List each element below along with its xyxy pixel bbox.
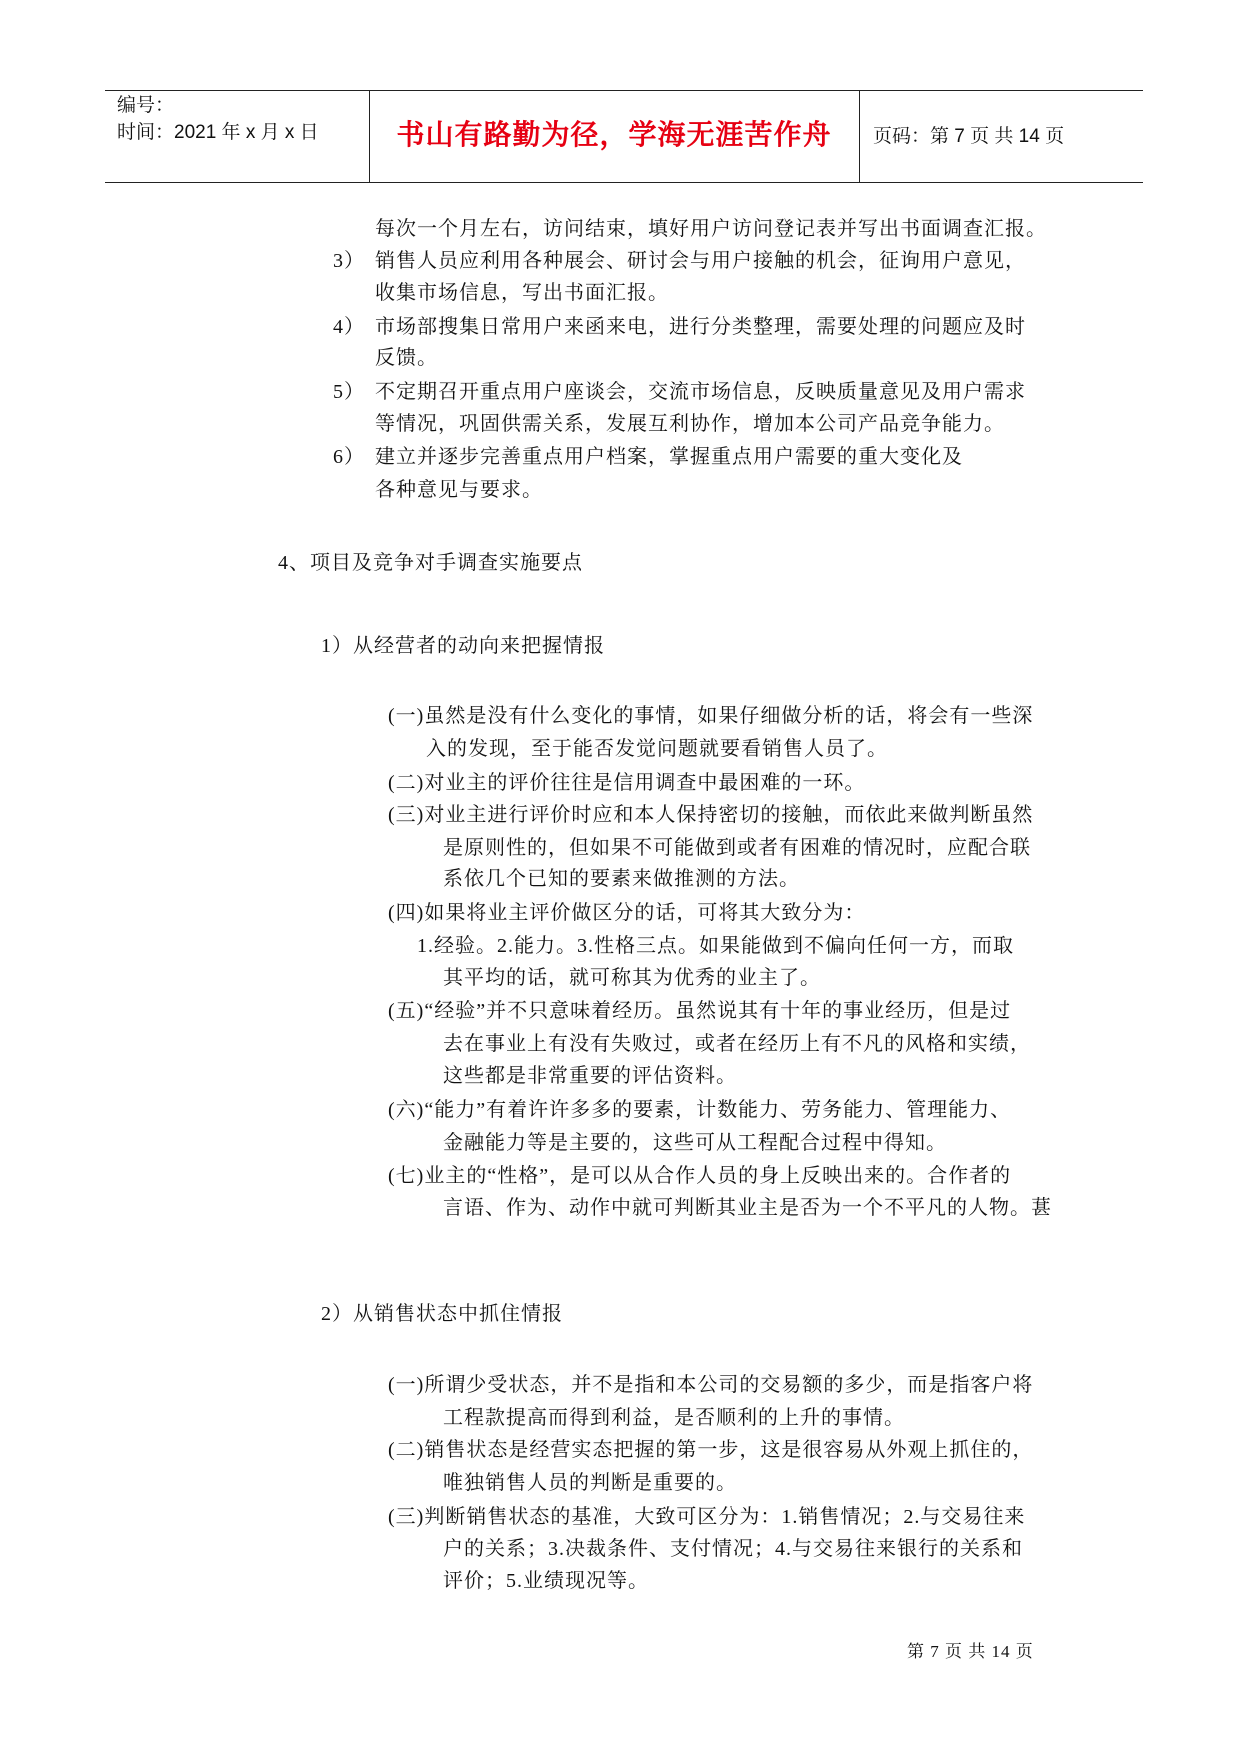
document-time-label: 时间：2021 年 x 月 x 日: [117, 122, 319, 143]
point-line: (三)判断销售状态的基准，大致可区分为：1.销售情况；2.与交易往来: [388, 1506, 1026, 1528]
point-line: 言语、作为、动作中就可判断其业主是否为一个不平凡的人物。葚: [443, 1197, 1052, 1219]
subsection-heading: 1）从经营者的动向来把握情报: [321, 635, 605, 657]
point-line: 工程款提高而得到利益，是否顺利的上升的事情。: [443, 1407, 905, 1429]
list-item-line: 等情况，巩固供需关系，发展互利协作，增加本公司产品竞争能力。: [375, 413, 1005, 435]
point-line: 这些都是非常重要的评估资料。: [443, 1065, 737, 1087]
header-page-label: 页码：第 7 页 共 14 页: [873, 126, 1065, 147]
point-line: 去在事业上有没有失败过，或者在经历上有不凡的风格和实绩，: [443, 1033, 1031, 1055]
point-line: (二)销售状态是经营实态把握的第一步，这是很容易从外观上抓住的，: [388, 1439, 1034, 1461]
list-item-number: 4）: [333, 316, 365, 338]
header-motto: 书山有路勤为径，学海无涯苦作舟: [396, 120, 832, 151]
point-line: (六)“能力”有着许许多多的要素，计数能力、劳务能力、管理能力、: [388, 1099, 1012, 1121]
point-line: (四)如果将业主评价做区分的话，可将其大致分为：: [388, 902, 866, 924]
point-line: (三)对业主进行评价时应和本人保持密切的接触，而依此来做判断虽然: [388, 804, 1034, 826]
header-divider-right: [859, 90, 860, 183]
list-item-line: 各种意见与要求。: [375, 479, 543, 501]
paragraph-continuation: 每次一个月左右，访问结束，填好用户访问登记表并写出书面调查汇报。: [375, 218, 1047, 240]
point-line: 金融能力等是主要的，这些可从工程配合过程中得知。: [443, 1132, 947, 1154]
page-footer-number: 第 7 页 共 14 页: [907, 1642, 1034, 1661]
point-line: (七)业主的“性格”，是可以从合作人员的身上反映出来的。合作者的: [388, 1165, 1012, 1187]
point-line: 是原则性的，但如果不可能做到或者有困难的情况时，应配合联: [443, 837, 1031, 859]
header-bottom-rule: [105, 182, 1143, 183]
list-item-line: 销售人员应利用各种展会、研讨会与用户接触的机会，征询用户意见，: [375, 250, 1026, 272]
point-line: (二)对业主的评价往往是信用调查中最困难的一环。: [388, 772, 866, 794]
subsection-heading: 2）从销售状态中抓住情报: [321, 1303, 563, 1325]
list-item-number: 6）: [333, 446, 365, 468]
point-line: 唯独销售人员的判断是重要的。: [443, 1472, 737, 1494]
point-line: 入的发现，至于能否发觉问题就要看销售人员了。: [426, 738, 888, 760]
point-line: 户的关系；3.决裁条件、支付情况；4.与交易往来银行的关系和: [443, 1538, 1023, 1560]
point-line: 系依几个已知的要素来做推测的方法。: [443, 868, 800, 890]
document-number-label: 编号：: [117, 95, 175, 116]
point-line: 1.经验。2.能力。3.性格三点。如果能做到不偏向任何一方，而取: [417, 935, 1014, 957]
list-item-line: 不定期召开重点用户座谈会，交流市场信息，反映质量意见及用户需求: [375, 381, 1026, 403]
point-line: (一)所谓少受状态，并不是指和本公司的交易额的多少，而是指客户将: [388, 1374, 1034, 1396]
list-item-line: 市场部搜集日常用户来函来电，进行分类整理，需要处理的问题应及时: [375, 316, 1026, 338]
list-item-number: 5）: [333, 381, 365, 403]
point-line: 评价；5.业绩现况等。: [443, 1570, 649, 1592]
list-item-line: 建立并逐步完善重点用户档案，掌握重点用户需要的重大变化及: [375, 446, 963, 468]
list-item-number: 3）: [333, 250, 365, 272]
point-line: (一)虽然是没有什么变化的事情，如果仔细做分析的话，将会有一些深: [388, 705, 1034, 727]
point-line: (五)“经验”并不只意味着经历。虽然说其有十年的事业经历，但是过: [388, 1000, 1012, 1022]
list-item-line: 收集市场信息，写出书面汇报。: [375, 282, 669, 304]
section-heading: 4、项目及竞争对手调查实施要点: [278, 552, 583, 574]
header-top-rule: [105, 90, 1143, 91]
list-item-line: 反馈。: [375, 347, 438, 369]
point-line: 其平均的话，就可称其为优秀的业主了。: [443, 967, 821, 989]
